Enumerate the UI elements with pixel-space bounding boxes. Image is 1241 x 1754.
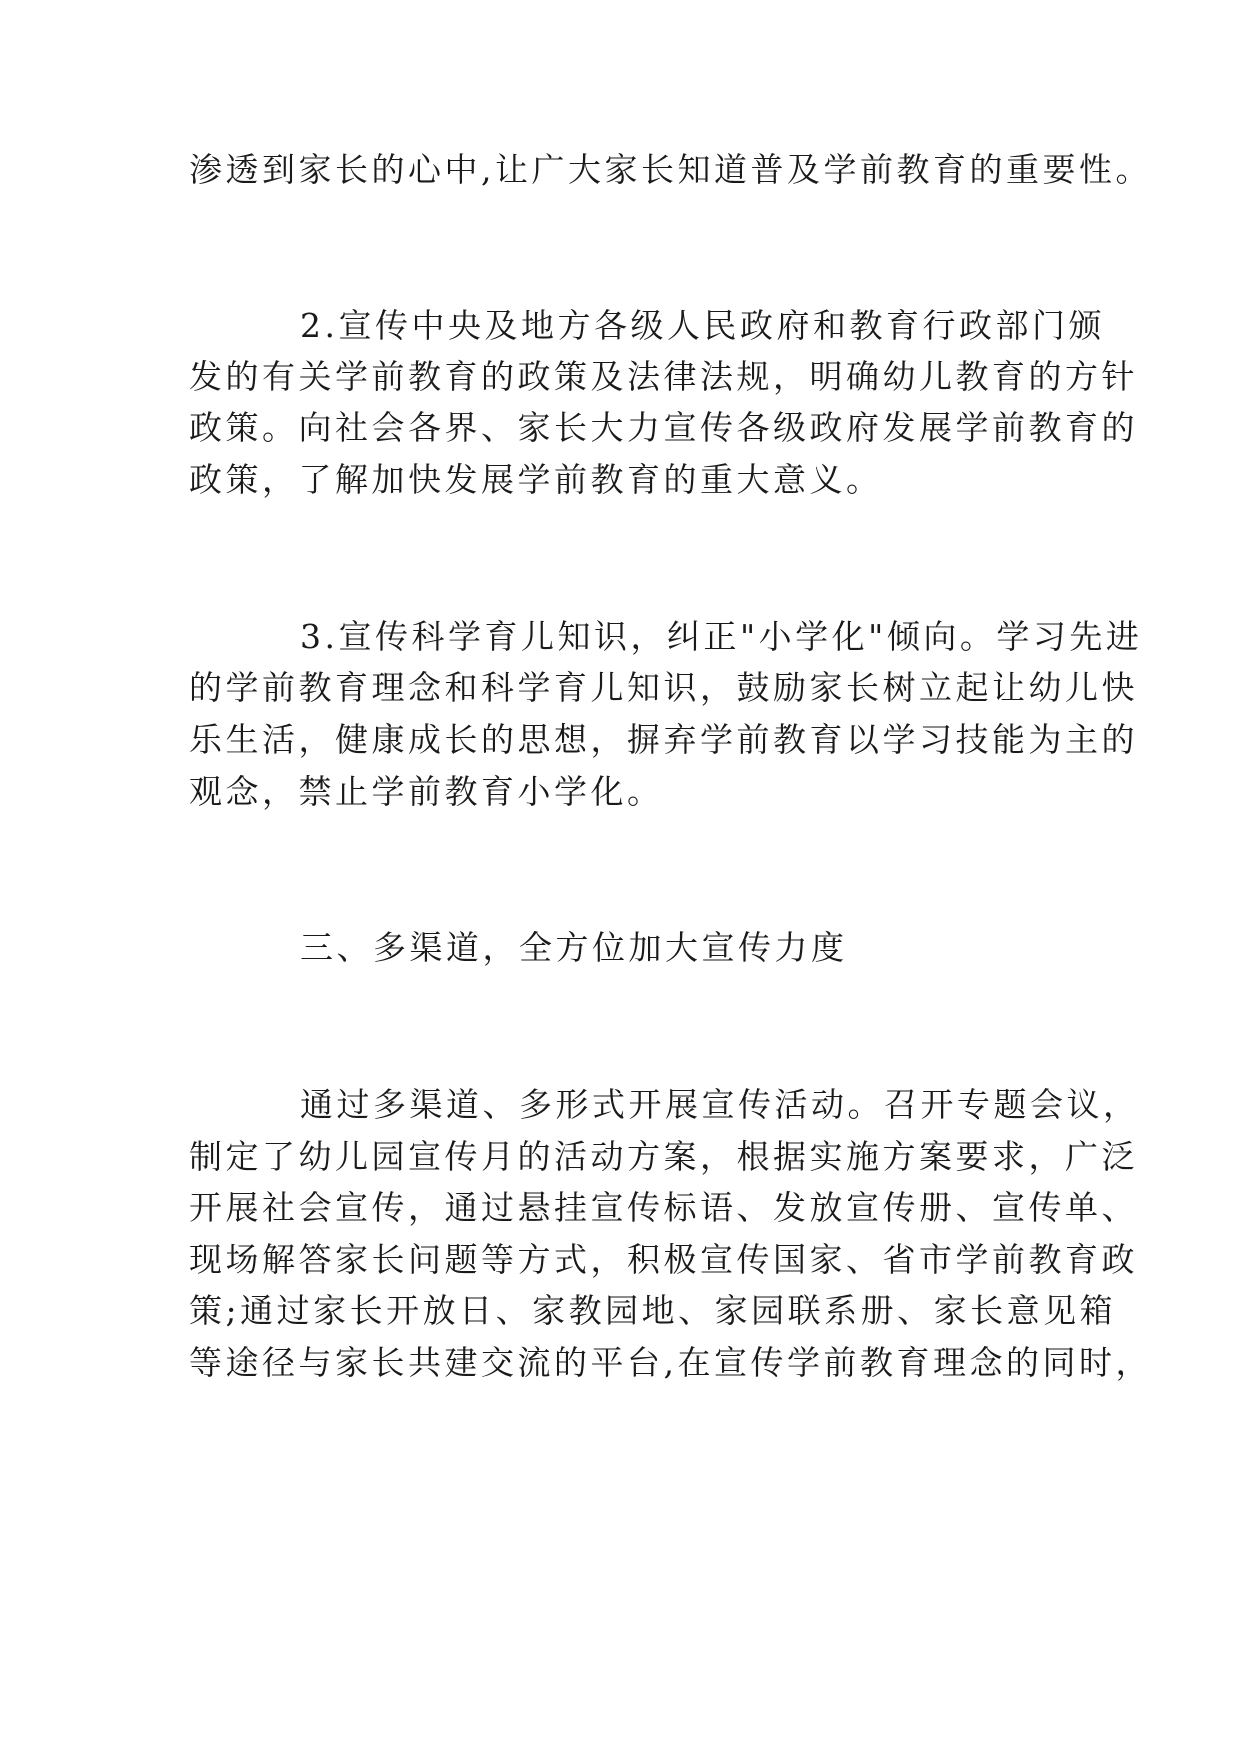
body-paragraph-line: 通过多渠道、多形式开展宣传活动。召开专题会议， xyxy=(300,1085,1140,1124)
list-item-3-line: 乐生活，健康成长的思想，摒弃学前教育以学习技能为主的 xyxy=(189,720,1138,759)
body-paragraph-line: 开展社会宣传，通过悬挂宣传标语、发放宣传册、宣传单、 xyxy=(189,1188,1138,1227)
list-item-3-line: 的学前教育理念和科学育儿知识，鼓励家长树立起让幼儿快 xyxy=(189,668,1138,707)
body-paragraph-line: 制定了幼儿园宣传月的活动方案，根据实施方案要求，广泛 xyxy=(189,1137,1138,1176)
body-paragraph-line: 策;通过家长开放日、家教园地、家园联系册、家长意见箱 xyxy=(189,1291,1117,1330)
body-paragraph-line: 等途径与家长共建交流的平台,在宣传学前教育理念的同时， xyxy=(189,1343,1152,1382)
list-item-2-line: 政策。向社会各界、家长大力宣传各级政府发展学前教育的 xyxy=(189,408,1138,447)
section-heading: 三、多渠道，全方位加大宣传力度 xyxy=(300,928,848,967)
list-item-2-line: 政策，了解加快发展学前教育的重大意义。 xyxy=(189,460,883,499)
list-item-3-line: 3.宣传科学育儿知识，纠正"小学化"倾向。学习先进 xyxy=(300,617,1143,656)
body-paragraph-line: 现场解答家长问题等方式，积极宣传国家、省市学前教育政 xyxy=(189,1240,1138,1279)
list-item-3-line: 观念，禁止学前教育小学化。 xyxy=(189,772,664,811)
list-item-2-line: 2.宣传中央及地方各级人民政府和教育行政部门颁 xyxy=(300,306,1105,345)
list-item-2-line: 发的有关学前教育的政策及法律法规，明确幼儿教育的方针 xyxy=(189,357,1138,396)
paragraph-line: 渗透到家长的心中,让广大家长知道普及学前教育的重要性。 xyxy=(189,150,1152,189)
